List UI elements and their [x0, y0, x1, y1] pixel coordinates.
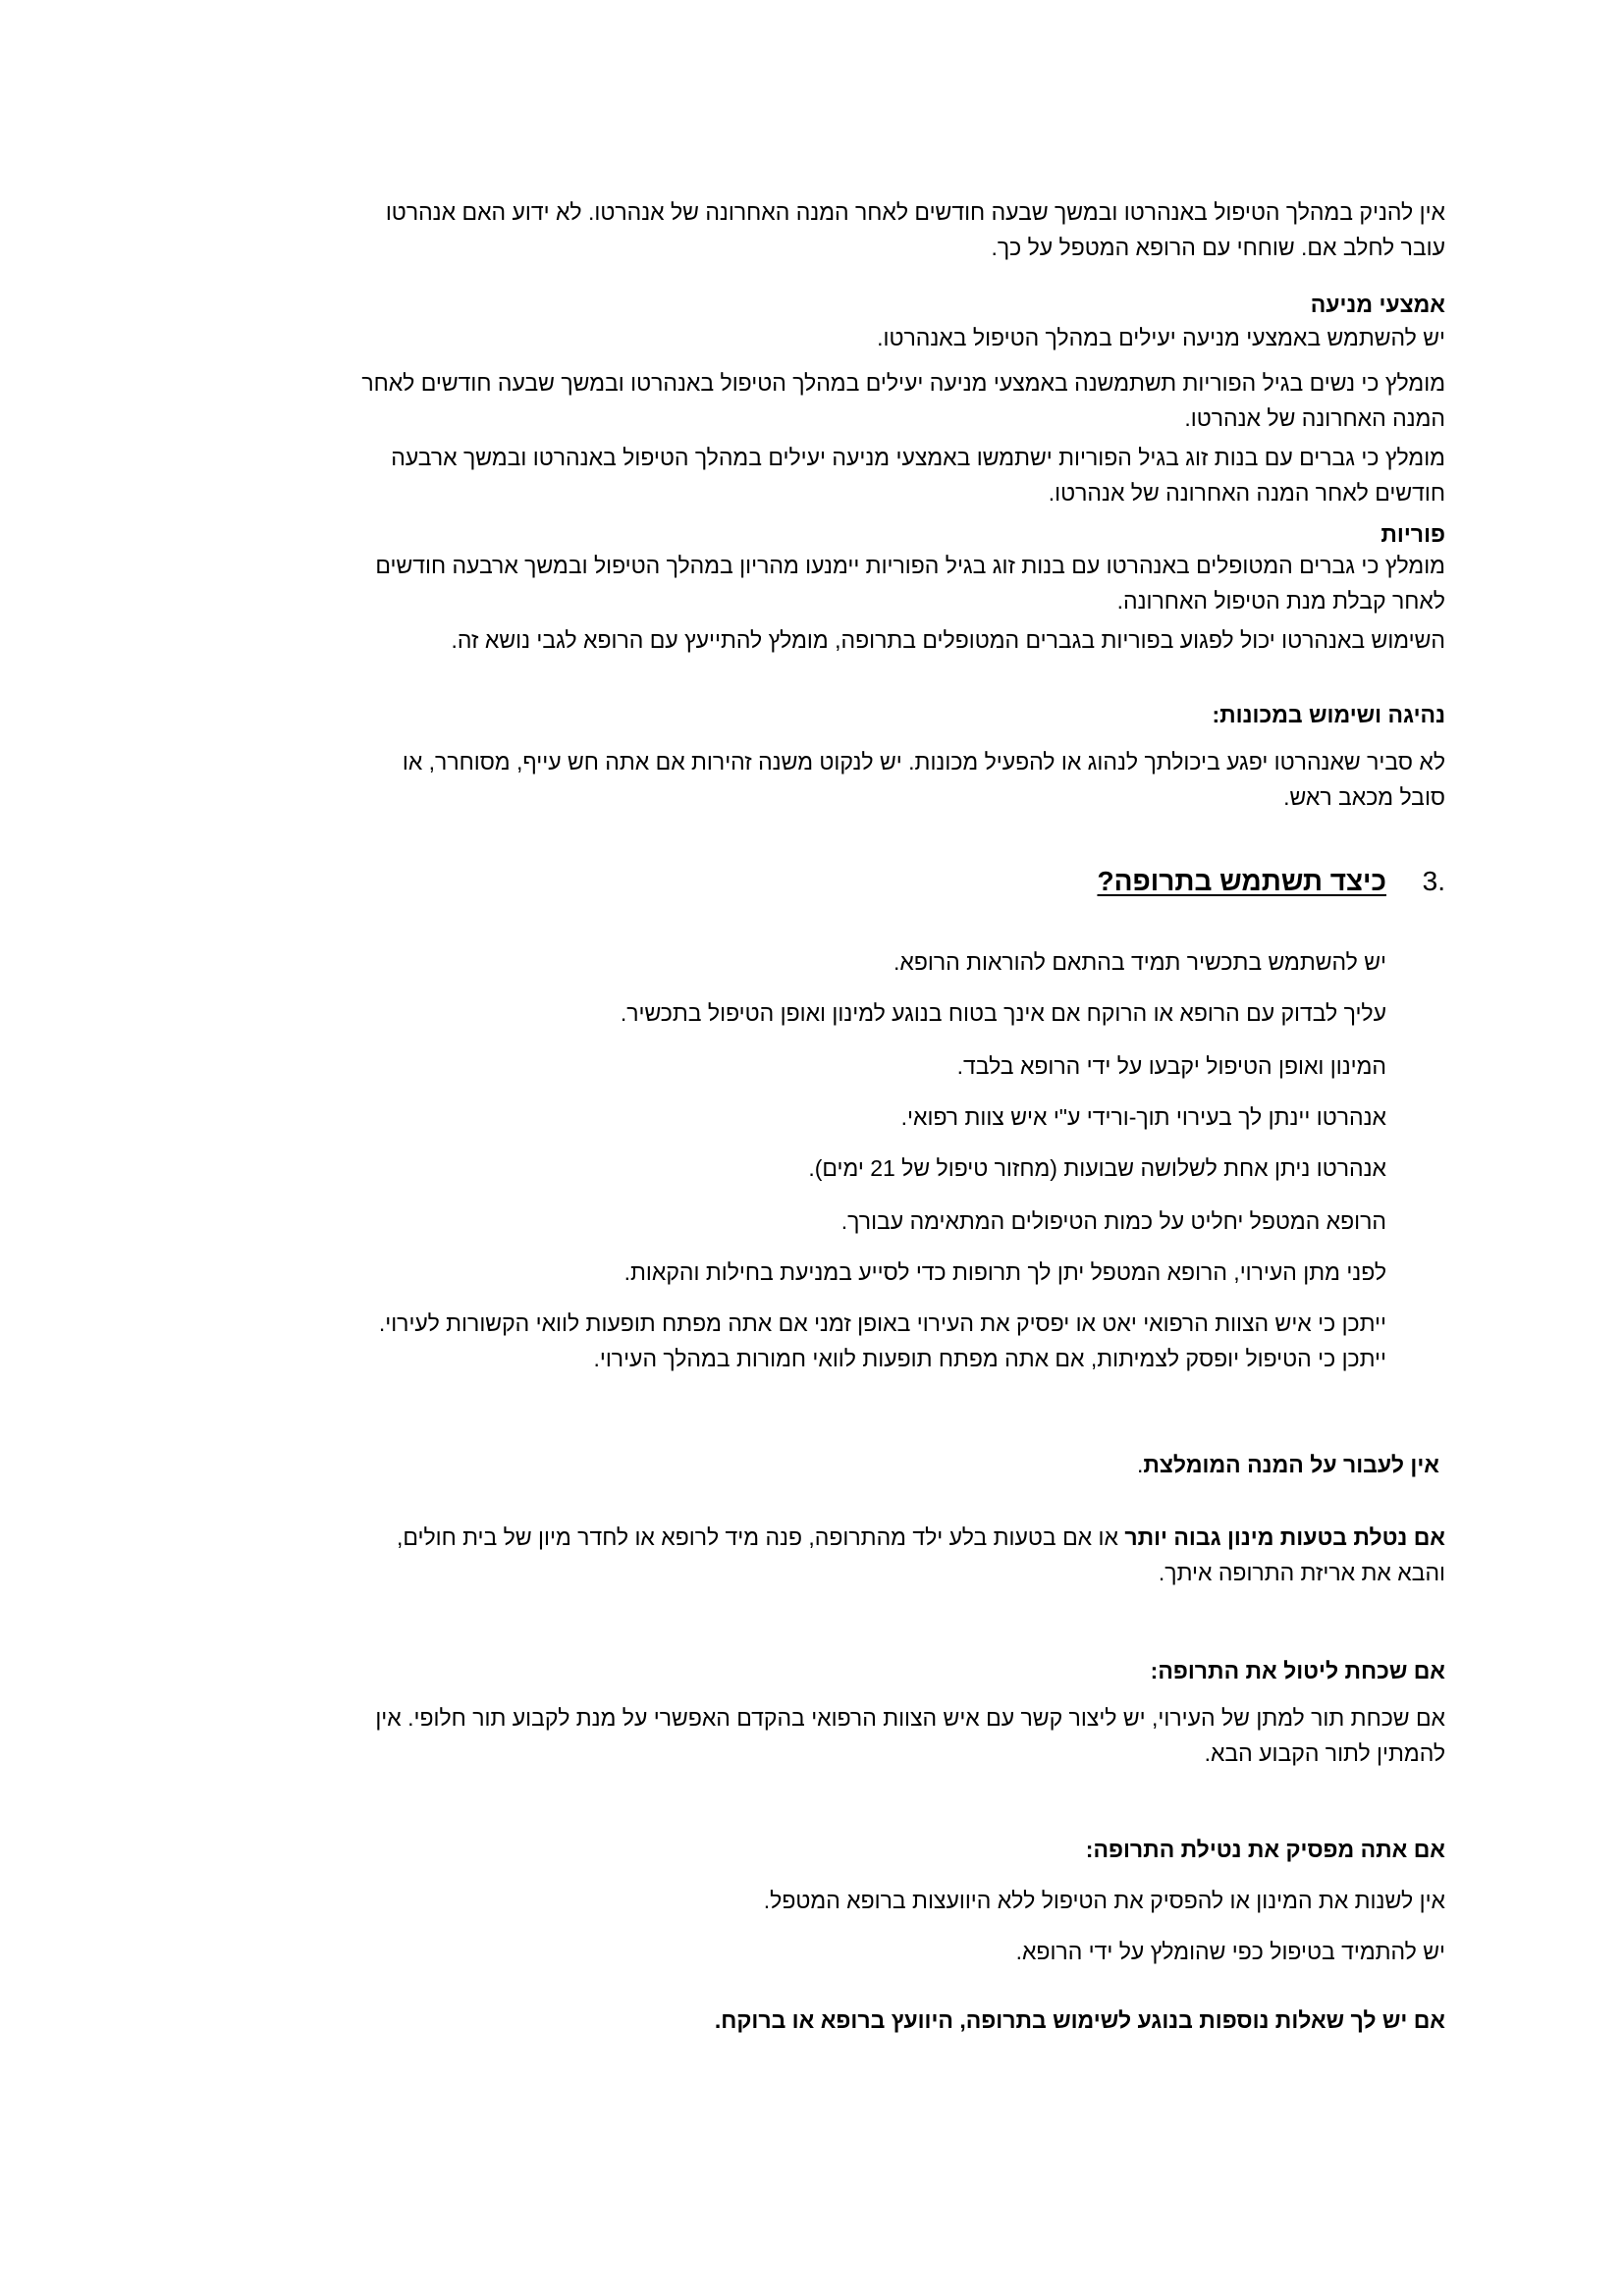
text-line: מומלץ כי נשים בגיל הפוריות תשתמשנה באמצעי מניעה יעילים במהלך הטיפול באנהרטו ובמשך שבעה חודשים לאחר [361, 370, 1445, 396]
section-number: 3. [1422, 866, 1445, 896]
list-item: אנהרטו יינתן לך בעירוי תוך-ורידי ע"י איש צוות רפואי. [900, 1104, 1386, 1130]
driving-heading: נהיגה ושימוש במכונות: [1212, 702, 1445, 727]
section-title: כיצד תשתמש בתרופה? [1097, 866, 1386, 896]
forgot-heading: אם שכחת ליטול את התרופה: [1150, 1658, 1445, 1683]
dose-warning [1137, 1447, 1439, 1482]
contraception-paragraph-3 [391, 440, 1445, 510]
text-line: לאחר קבלת מנת הטיפול האחרונה. [1116, 588, 1445, 614]
fertility-paragraph-2: השימוש באנהרטו יכול לפגוע בפוריות בגברים המטופלים בתרופה, מומלץ להתייעץ עם הרופא לגבי נושא זה. [451, 627, 1445, 653]
questions-note: אם יש לך שאלות נוספות בנוגע לשימוש בתרופה, היוועץ ברופא או ברוקח. [714, 2007, 1445, 2033]
text-line: לא סביר שאנהרטו יפגע ביכולתך לנהוג או להפעיל מכונות. יש לנקוט משנה זהירות אם אתה חש עייף, מסוחרר, או [402, 749, 1445, 774]
stopping-paragraph-2: יש להתמיד בטיפול כפי שהומלץ על ידי הרופא. [1015, 1939, 1445, 1964]
overdose-text: או אם בטעות בלע ילד מהתרופה, פנה מיד לרופא או לחדר מיון של בית חולים, [396, 1524, 1125, 1550]
text-line: להמתין לתור הקבוע הבא. [1204, 1740, 1445, 1766]
contraception-heading: אמצעי מניעה [1310, 292, 1445, 317]
list-item: עליך לבדוק עם הרופא או הרוקח אם אינך בטוח בנוגע למינון ואופן הטיפול בתכשיר. [620, 1000, 1386, 1026]
text-line: והבא את אריזת התרופה איתך. [1158, 1560, 1445, 1585]
text-line: המנה האחרונה של אנהרטו. [1184, 405, 1445, 431]
fertility-paragraph-1 [375, 548, 1445, 618]
text-line: מומלץ כי גברים עם בנות זוג בגיל הפוריות ישתמשו באמצעי מניעה יעילים במהלך הטיפול באנהרטו ובמשך ארבעה [391, 445, 1445, 470]
list-item: הרופא המטפל יחליט על כמות הטיפולים המתאימה עבורך. [840, 1208, 1386, 1234]
list-item: לפני מתן העירוי, הרופא המטפל יתן לך תרופות כדי לסייע במניעת בחילות והקאות. [623, 1259, 1386, 1285]
contraception-paragraph-1: יש להשתמש באמצעי מניעה יעילים במהלך הטיפול באנהרטו. [877, 325, 1445, 350]
fertility-heading: פוריות [1380, 521, 1445, 547]
driving-paragraph [403, 744, 1445, 815]
text-line: ייתכן כי הטיפול יופסק לצמיתות, אם אתה מפתח תופעות לוואי חמורות במהלך העירוי. [593, 1346, 1386, 1371]
stopping-heading: אם אתה מפסיק את נטילת התרופה: [1085, 1837, 1445, 1862]
overdose-bold: אם נטלת בטעות מינון גבוה יותר [1124, 1524, 1445, 1550]
text-line: עובר לחלב אם. שוחחי עם הרופא המטפל על כך. [991, 235, 1445, 260]
dose-warning-period: . [1137, 1452, 1144, 1477]
text-line: חודשים לאחר המנה האחרונה של אנהרטו. [1048, 480, 1445, 506]
forgot-paragraph [375, 1700, 1445, 1771]
list-item: יש להשתמש בתכשיר תמיד בהתאם להוראות הרופא. [893, 949, 1386, 975]
breastfeeding-paragraph [386, 194, 1445, 265]
text-line [397, 1520, 1445, 1555]
contraception-paragraph-2 [361, 365, 1445, 436]
text-line: אין להניק במהלך הטיפול באנהרטו ובמשך שבעה חודשים לאחר המנה האחרונה של אנהרטו. לא ידוע האם אנהרטו [385, 199, 1445, 225]
text-line: מומלץ כי גברים המטופלים באנהרטו עם בנות זוג בגיל הפוריות יימנעו מהריון במהלך הטיפול ובמשך ארבעה חודשים [375, 553, 1445, 578]
list-item: אנהרטו ניתן אחת לשלושה שבועות (מחזור טיפול של 21 ימים). [808, 1155, 1386, 1181]
overdose-paragraph [397, 1520, 1445, 1590]
dose-warning-bold: אין לעבור על המנה המומלצת [1143, 1452, 1439, 1477]
text-line: ייתכן כי איש הצוות הרפואי יאט או יפסיק את העירוי באופן זמני אם אתה מפתח תופעות לוואי הקשורות לעירוי. [378, 1310, 1386, 1336]
text-line: סובל מכאב ראש. [1283, 784, 1445, 810]
text-line: אם שכחת תור למתן של העירוי, יש ליצור קשר עם איש הצוות הרפואי בהקדם האפשרי על מנת לקבוע תור חלופי. אין [375, 1705, 1445, 1731]
list-item: המינון ואופן הטיפול יקבעו על ידי הרופא בלבד. [956, 1053, 1386, 1079]
stopping-paragraph-1: אין לשנות את המינון או להפסיק את הטיפול ללא היוועצות ברופא המטפל. [763, 1888, 1445, 1913]
infusion-interruption-paragraph [379, 1306, 1386, 1376]
